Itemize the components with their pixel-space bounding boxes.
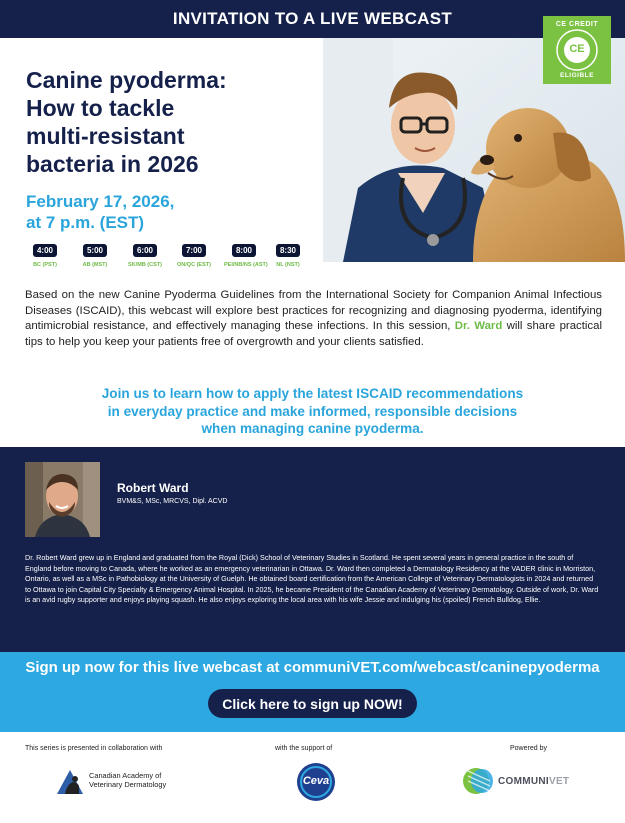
intro-part2: will share practical tips to help you keep your patients free of overgrowth and your clients satisfied. — [25, 320, 602, 348]
banner-text: INVITATION TO A LIVE WEBCAST — [172, 9, 453, 28]
tz-zone: BC (PST) — [33, 262, 57, 268]
cavd-logo-text — [89, 771, 166, 789]
intro-part1: Based on the new Canine Pyoderma Guidelines from the International Society for Companion Animal Infectious Diseases (ISCAID), this webcast will explore best practices for recognizing and diagnosing pyoderma, identifying antimicrobial resistance, and effectively managing these infections. In this session, — [25, 289, 602, 332]
tz-time: 6:00 — [133, 244, 157, 257]
signup-link-text[interactable]: Sign up now for this live webcast at communiVET.com/webcast/caninepyoderma — [25, 659, 600, 676]
cta-message — [60, 385, 565, 438]
cv-text-part2: VET — [548, 776, 570, 787]
cta-line: Join us to learn how to apply the latest ISCAID recommendations — [101, 386, 524, 401]
time-zone-row — [25, 240, 305, 270]
title-line: Canine pyoderma: — [26, 67, 227, 93]
cta-line: when managing canine pyoderma. — [201, 421, 424, 436]
speaker-highlight: Dr. Ward — [454, 320, 503, 332]
speaker-bio: Dr. Robert Ward grew up in England and graduated from the Royal (Dick) School of Veterinary Studies in Scotland. He spent several years in general practice in the south of England before moving to Canada, where he worked as an emergency veterinarian in Ottawa. Dr. Ward then completed a Dermatology Residency at the VADER clinic in Morriston, Ontario, as well as a MSc in Pathobiology at the University of Guelph. He obtained board certification from the American College of Veterinary Dermatologists in 2024 and returned to Ottawa to join Capital City Specialty & Emergency Animal Hospital. In 2025, he became President of the Canadian Academy of Veterinary Dermatology. Outside of work, Dr. Ward is an avid rugby supporter and enjoys playing squash. He also enjoys exploring the local area with his wife Jessie and indulging his (spoiled) French Bulldog, Ellie. — [25, 553, 599, 605]
tz-zone: AB (MST) — [82, 262, 108, 268]
ce-credit-badge — [543, 16, 611, 84]
time-zone-item — [268, 240, 308, 268]
ce-bottom-text: ELIGIBLE — [560, 72, 594, 79]
ce-mark: CE — [569, 43, 585, 55]
time-zone-item — [125, 240, 165, 268]
communivet-logo-text — [498, 776, 569, 787]
signup-button[interactable]: Click here to sign up NOW! — [208, 689, 417, 718]
time-zone-item — [224, 240, 268, 268]
speaker-name: Robert Ward — [117, 481, 189, 495]
tz-time: 5:00 — [83, 244, 107, 257]
cavd-line: Veterinary Dermatology — [89, 780, 167, 789]
title-line: How to tackle — [26, 95, 175, 121]
time-zone-item — [75, 240, 115, 268]
tz-zone: ON/QC (EST) — [177, 262, 211, 268]
time-zone-item — [25, 240, 65, 268]
intro-paragraph — [25, 288, 602, 350]
ce-arc-text: CE CREDIT — [555, 21, 599, 28]
cavd-logo-icon — [55, 768, 89, 796]
title-line: multi-resistant — [26, 123, 185, 149]
ceva-logo — [296, 762, 336, 802]
support-label: with the support of — [275, 745, 333, 752]
ceva-text: Ceva — [302, 775, 330, 787]
powered-label: Powered by — [510, 745, 547, 752]
tz-time: 7:00 — [182, 244, 206, 257]
cv-text-part1: COMMUNI — [498, 776, 549, 787]
tz-time: 4:00 — [33, 244, 57, 257]
title-line: bacteria in 2026 — [26, 151, 199, 177]
webcast-title — [26, 66, 286, 178]
time-zone-item — [174, 240, 214, 268]
event-time: at 7 p.m. (EST) — [26, 213, 145, 232]
communivet-logo-icon — [462, 766, 496, 796]
speaker-portrait — [25, 462, 100, 537]
event-date: February 17, 2026, — [26, 192, 175, 211]
speaker-avatar — [25, 462, 100, 537]
speaker-credentials: BVM&S, MSc, MRCVS, Dipl. ACVD — [117, 498, 228, 505]
invitation-banner — [0, 0, 625, 38]
cta-line: in everyday practice and make informed, responsible decisions — [107, 403, 518, 419]
tz-zone: SK/MB (CST) — [128, 262, 162, 268]
tz-time: 8:30 — [276, 244, 300, 257]
tz-time: 8:00 — [232, 244, 256, 257]
tz-zone: NL (NST) — [276, 262, 300, 268]
cavd-line: Canadian Academy of — [89, 771, 162, 780]
collab-label: This series is presented in collaboration with — [25, 745, 163, 752]
tz-zone: PEI/NB/NS (AST) — [224, 262, 268, 268]
